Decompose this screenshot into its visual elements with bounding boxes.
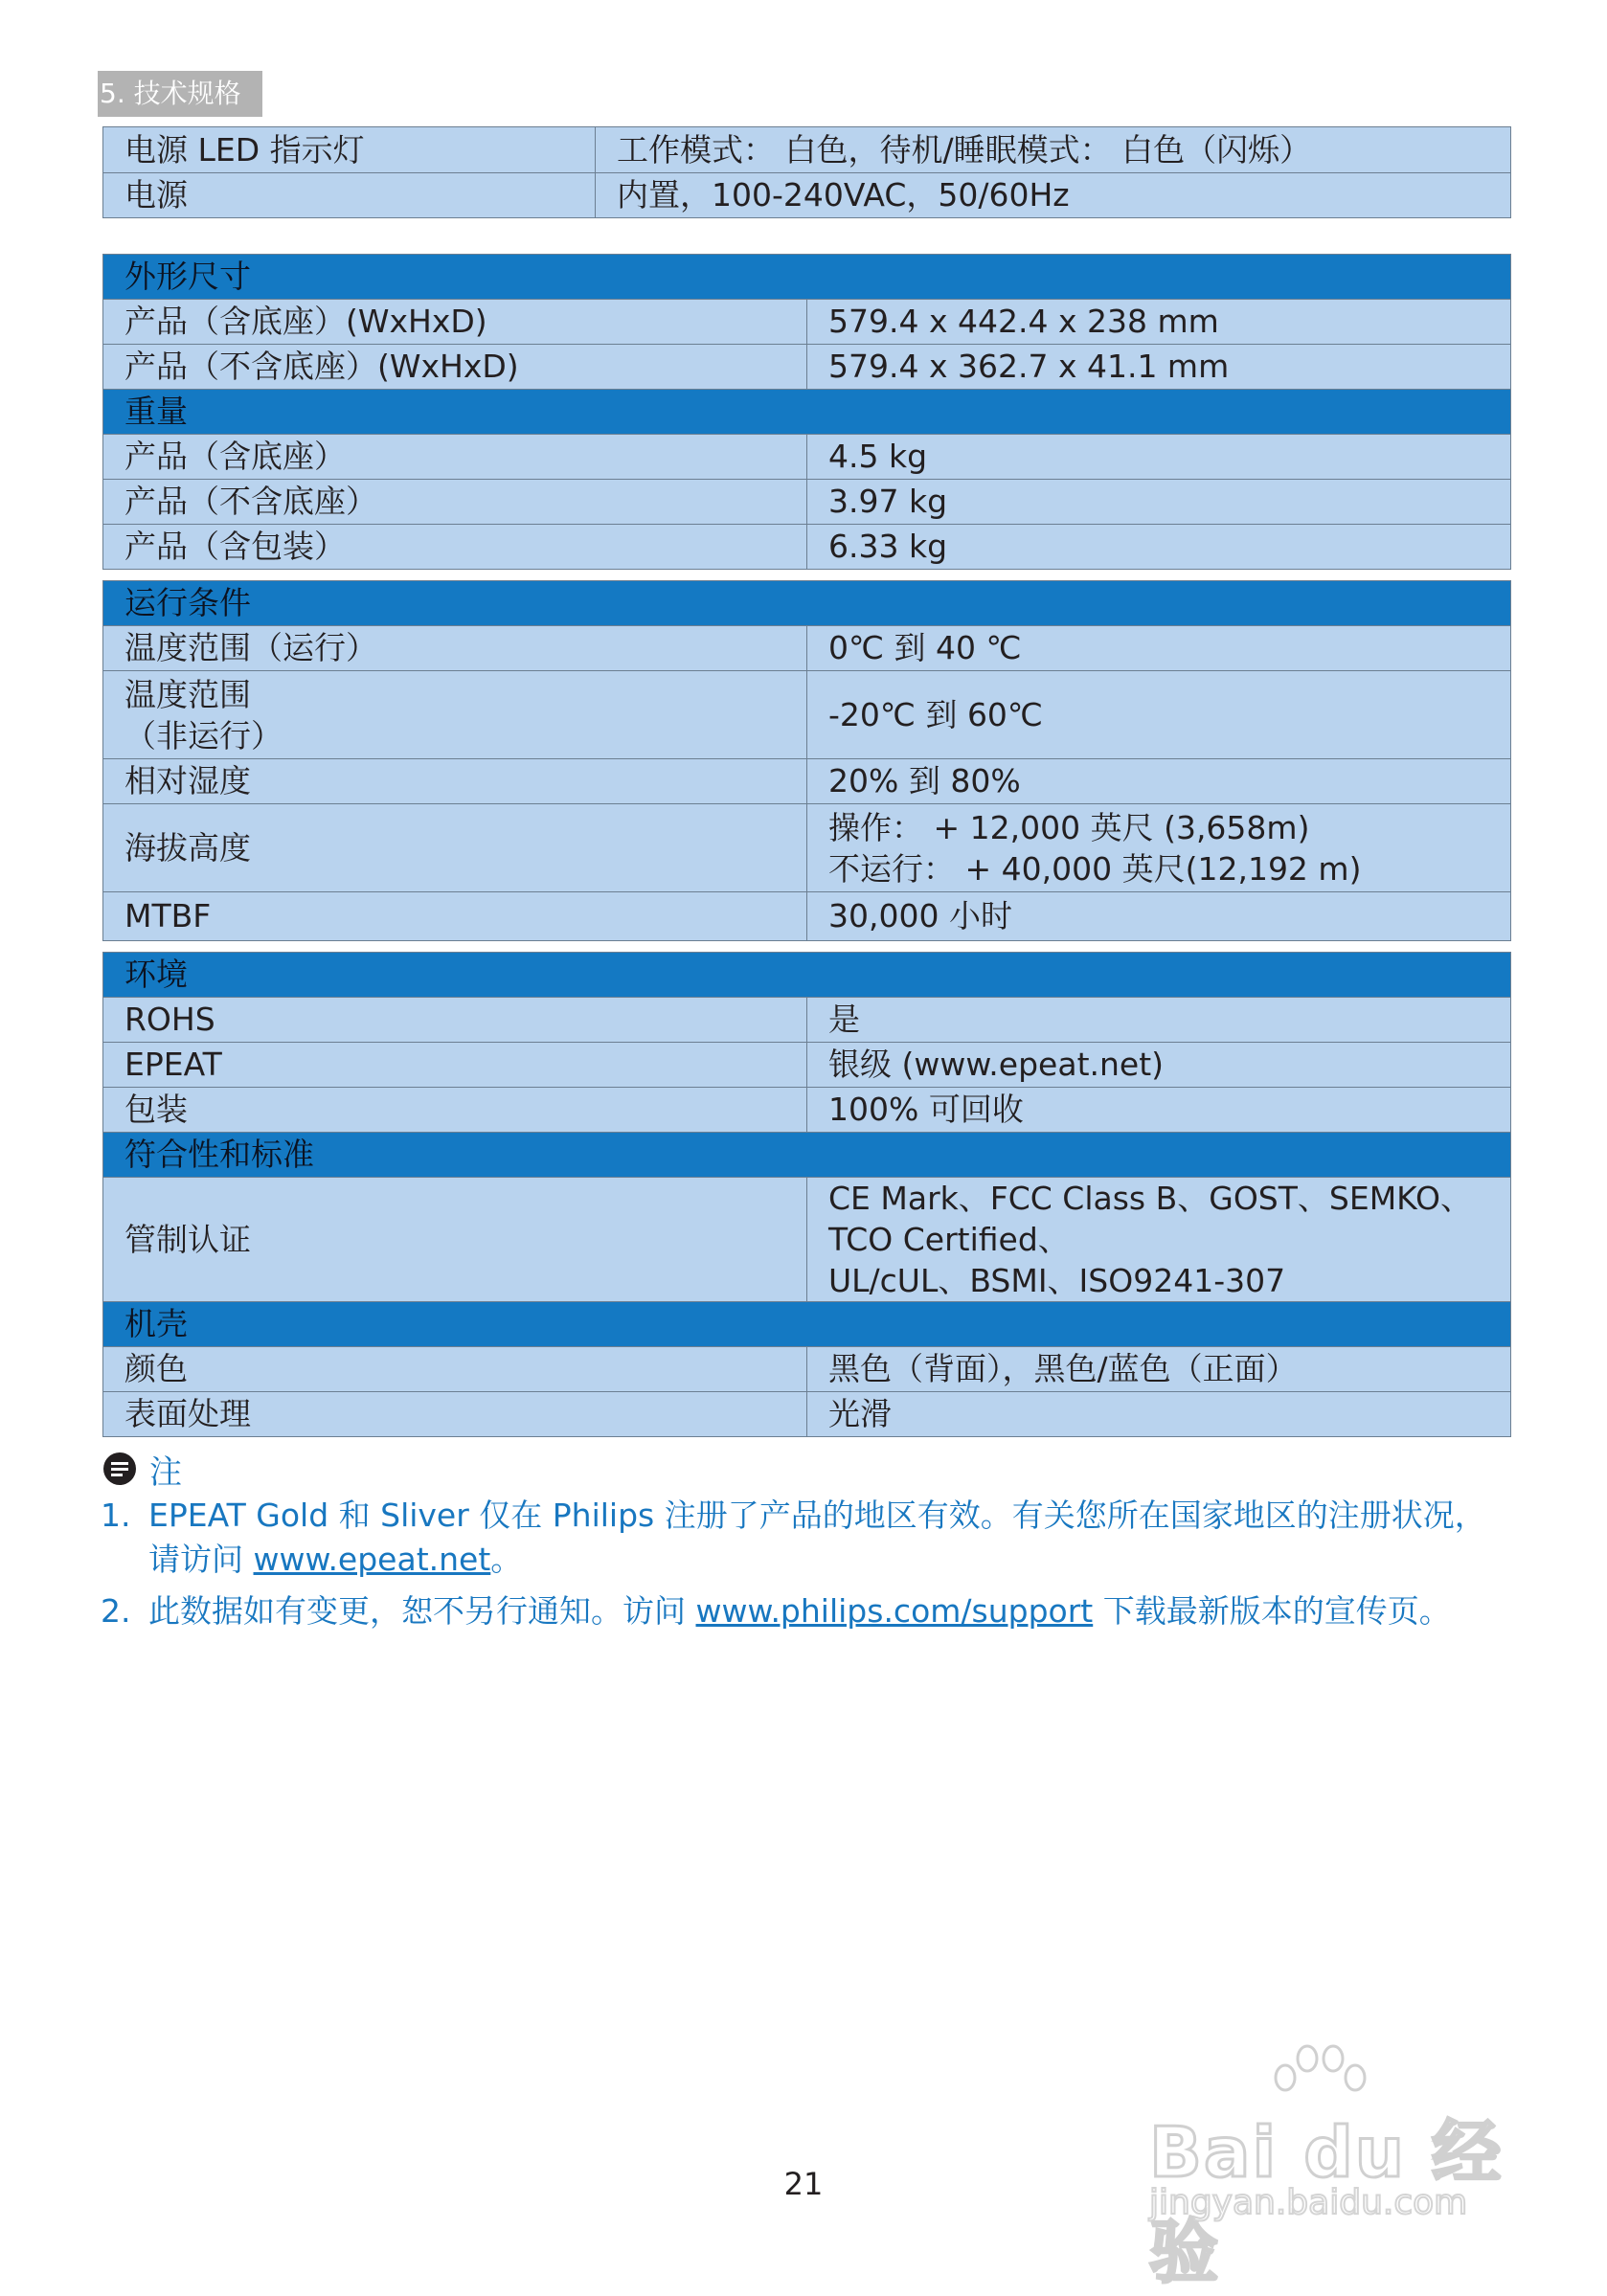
spec-label: 产品（含底座） <box>103 435 807 480</box>
table-row <box>103 435 1511 480</box>
group-header-weight <box>103 390 1511 435</box>
spec-value-line: 操作： + 12,000 英尺 (3,658m) <box>828 808 1310 846</box>
table-row <box>103 173 1511 218</box>
group-title: 重量 <box>103 390 1511 435</box>
spec-label: 产品（含包装） <box>103 525 807 570</box>
notes-list <box>101 1494 1518 1641</box>
note-number: 1. <box>101 1497 131 1534</box>
group-title: 符合性和标准 <box>103 1133 1511 1178</box>
spec-label: 管制认证 <box>103 1178 807 1302</box>
note-item <box>101 1589 1518 1633</box>
table-row <box>103 480 1511 525</box>
note-text-prefix: 请访问 <box>148 1541 254 1578</box>
spec-value-line: CE Mark、FCC Class B、GOST、SEMKO、TCO Certified、 <box>828 1180 1472 1258</box>
spec-label: 产品（不含底座） <box>103 480 807 525</box>
spec-value <box>807 804 1511 892</box>
watermark-url: jingyan.baidu.com <box>1149 2183 1468 2222</box>
table-row <box>103 1088 1511 1133</box>
note-text-line: EPEAT Gold 和 Sliver 仅在 Philips 注册了产品的地区有效。有关您所在国家地区的注册状况， <box>148 1497 1486 1534</box>
table-row <box>103 300 1511 345</box>
table-row <box>103 892 1511 941</box>
notes-heading <box>103 1448 182 1490</box>
notes-title: 注 <box>149 1452 182 1492</box>
table-row <box>103 1178 1511 1302</box>
dimensions-weight-table <box>102 254 1511 570</box>
spec-label: 温度范围（运行） <box>103 626 807 671</box>
spec-label-line: 温度范围 <box>124 675 251 713</box>
table-row <box>103 525 1511 570</box>
spec-value: 4.5 kg <box>807 435 1511 480</box>
note-text-suffix: 。 <box>490 1541 523 1578</box>
group-header-operating <box>103 581 1511 626</box>
spec-value: 银级 (www.epeat.net) <box>807 1043 1511 1088</box>
group-header-compliance <box>103 1133 1511 1178</box>
group-title: 外形尺寸 <box>103 255 1511 300</box>
note-icon <box>103 1452 136 1485</box>
spec-label: 海拔高度 <box>103 804 807 892</box>
spec-label: MTBF <box>103 892 807 941</box>
note-item <box>101 1494 1518 1582</box>
note-text <box>148 1589 1518 1633</box>
spec-value: 0℃ 到 40 ℃ <box>807 626 1511 671</box>
spec-value-line: UL/cUL、BSMI、ISO9241-307 <box>828 1262 1286 1299</box>
spec-value: 20% 到 80% <box>807 759 1511 804</box>
spec-label: 产品（含底座）(WxHxD) <box>103 300 807 345</box>
spec-value-line: 不运行： + 40,000 英尺(12,192 m) <box>828 849 1362 888</box>
spec-value: 3.97 kg <box>807 480 1511 525</box>
power-spec-table <box>102 126 1511 218</box>
group-title: 运行条件 <box>103 581 1511 626</box>
spec-value: 是 <box>807 998 1511 1043</box>
group-header-environment <box>103 953 1511 998</box>
spec-label: 颜色 <box>103 1347 807 1392</box>
spec-value: 工作模式： 白色，待机/睡眠模式： 白色（闪烁） <box>596 127 1511 173</box>
table-row <box>103 345 1511 390</box>
note-text <box>148 1494 1518 1582</box>
spec-value: 内置，100-240VAC，50/60Hz <box>596 173 1511 218</box>
spec-label <box>103 671 807 759</box>
epeat-link[interactable]: www.epeat.net <box>253 1541 491 1578</box>
note-text-prefix: 此数据如有变更，恕不另行通知。访问 <box>148 1592 696 1630</box>
environment-compliance-table <box>102 952 1511 1437</box>
table-row <box>103 998 1511 1043</box>
spec-label: 电源 LED 指示灯 <box>103 127 596 173</box>
spec-value: 黑色（背面），黑色/蓝色（正面） <box>807 1347 1511 1392</box>
table-row <box>103 759 1511 804</box>
table-row <box>103 127 1511 173</box>
spec-label: 包装 <box>103 1088 807 1133</box>
table-row <box>103 1392 1511 1437</box>
spec-value: -20℃ 到 60℃ <box>807 671 1511 759</box>
spec-label: 相对湿度 <box>103 759 807 804</box>
spec-label: ROHS <box>103 998 807 1043</box>
spec-value: 579.4 x 442.4 x 238 mm <box>807 300 1511 345</box>
page-number: 21 <box>783 2166 824 2202</box>
group-header-dimensions <box>103 255 1511 300</box>
operating-conditions-table <box>102 580 1511 941</box>
spec-label: 电源 <box>103 173 596 218</box>
table-row <box>103 626 1511 671</box>
spec-label: 产品（不含底座）(WxHxD) <box>103 345 807 390</box>
table-row <box>103 804 1511 892</box>
group-title: 机壳 <box>103 1302 1511 1347</box>
group-header-cabinet <box>103 1302 1511 1347</box>
spec-value: 30,000 小时 <box>807 892 1511 941</box>
note-text-suffix: 下载最新版本的宣传页。 <box>1093 1592 1451 1630</box>
note-number: 2. <box>101 1592 131 1630</box>
spec-label-line: （非运行） <box>124 716 283 754</box>
spec-value <box>807 1178 1511 1302</box>
spec-label: EPEAT <box>103 1043 807 1088</box>
section-tag: 5. 技术规格 <box>98 71 262 117</box>
spec-label: 表面处理 <box>103 1392 807 1437</box>
baidu-watermark <box>1140 2039 1542 2292</box>
spec-value: 100% 可回收 <box>807 1088 1511 1133</box>
philips-support-link[interactable]: www.philips.com/support <box>695 1592 1094 1630</box>
table-row <box>103 1043 1511 1088</box>
spec-value: 光滑 <box>807 1392 1511 1437</box>
table-row <box>103 1347 1511 1392</box>
spec-value: 579.4 x 362.7 x 41.1 mm <box>807 345 1511 390</box>
spec-value: 6.33 kg <box>807 525 1511 570</box>
watermark-brand: Bai du 经验 <box>1149 2112 1504 2292</box>
table-row <box>103 671 1511 759</box>
group-title: 环境 <box>103 953 1511 998</box>
